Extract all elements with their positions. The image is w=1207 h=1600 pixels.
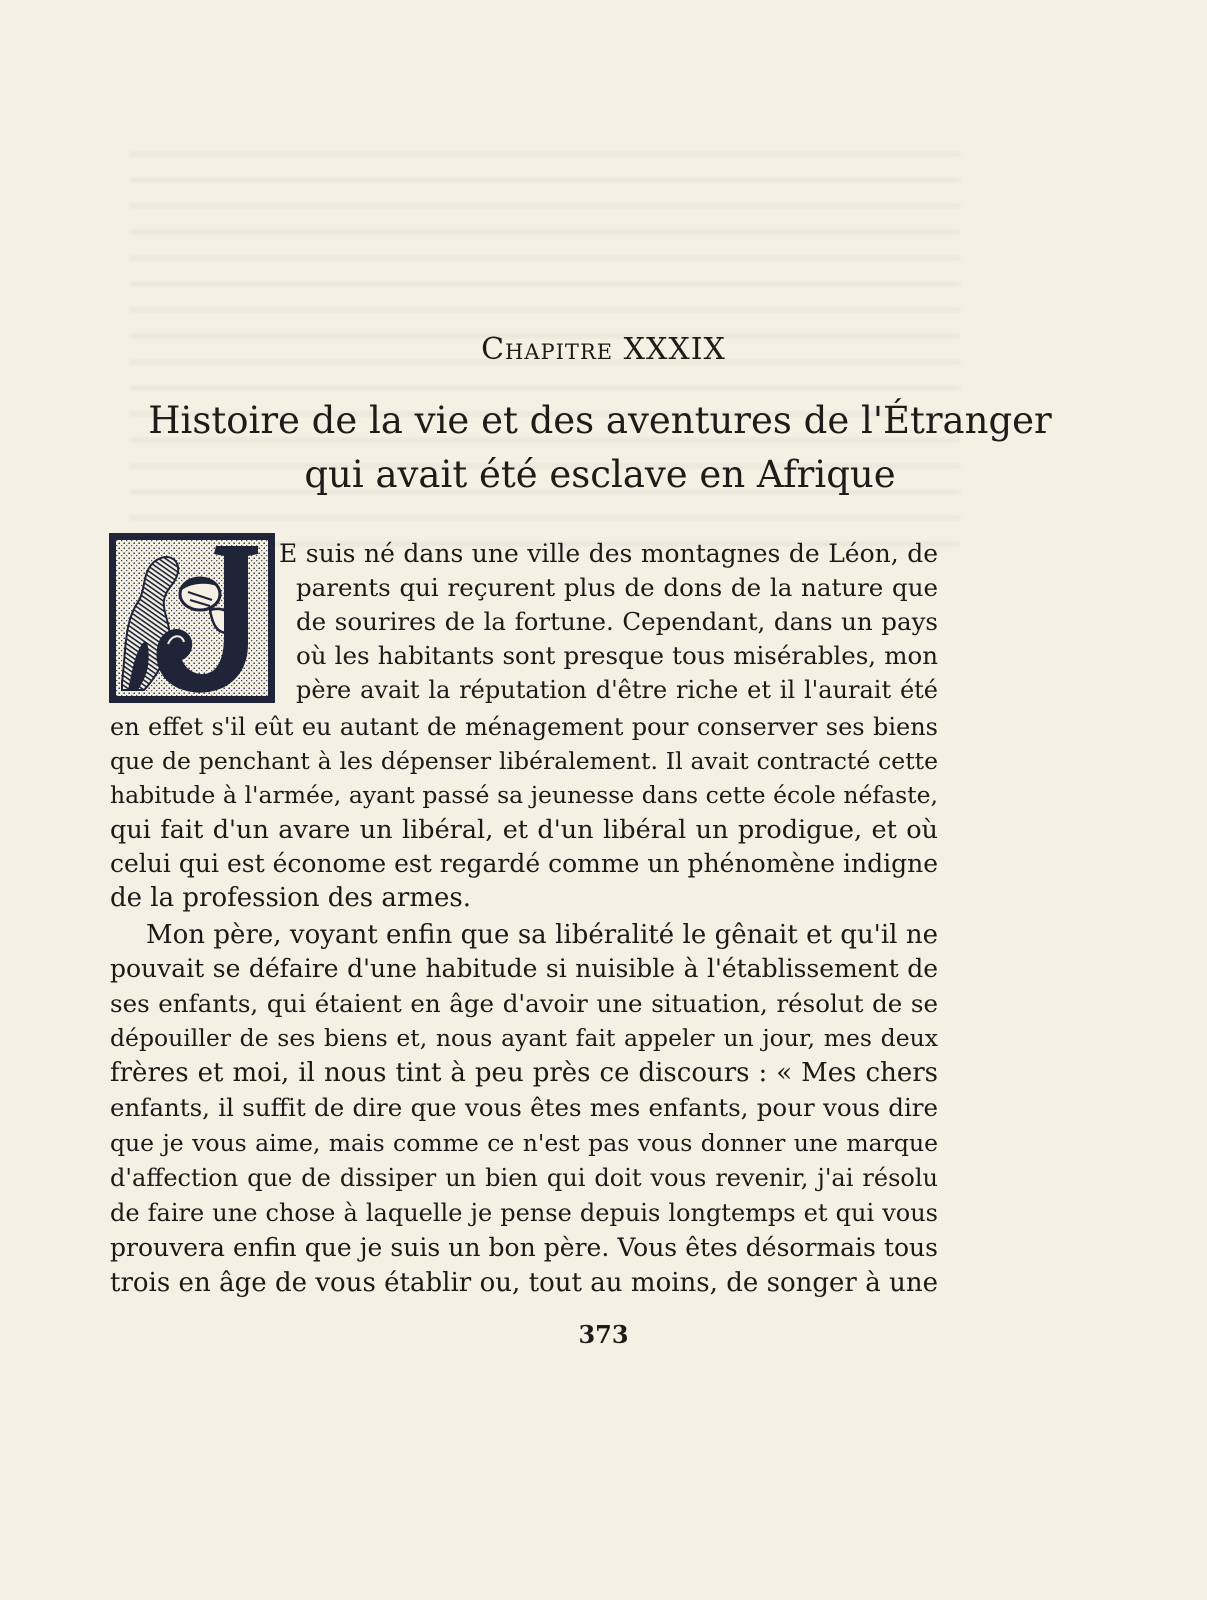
text-line: qui fait d'un avare un libéral, et d'un libéral un prodigue, et où xyxy=(110,815,938,845)
text-line: que je vous aime, mais comme ce n'est pas vous donner une marque xyxy=(110,1129,938,1157)
text-line: de la profession des armes. xyxy=(110,883,471,913)
text-line: celui qui est économe est regardé comme un phénomène indigne xyxy=(110,849,938,878)
text-line: d'affection que de dissiper un bien qui doit vous revenir, j'ai résolu xyxy=(110,1164,938,1192)
chapter-title xyxy=(100,394,1100,502)
text-line: en effet s'il eût eu autant de ménagement pour conserver ses biens xyxy=(110,713,938,741)
text-line: où les habitants sont presque tous misérables, mon xyxy=(296,641,938,670)
illustrated-drop-cap-j xyxy=(108,532,276,704)
text-line: enfants, il suffit de dire que vous êtes mes enfants, pour vous dire xyxy=(110,1093,938,1122)
text-line: de sourires de la fortune. Cependant, dans un pays xyxy=(296,607,938,636)
text-line: ses enfants, qui étaient en âge d'avoir une situation, résolut de se xyxy=(110,989,938,1018)
chapter-label: Chapitre XXXIX xyxy=(481,332,726,367)
chapter-title-line-2: qui avait été esclave en Afrique xyxy=(304,453,896,496)
text-line: parents qui reçurent plus de dons de la nature que xyxy=(296,573,938,602)
page-number: 373 xyxy=(578,1320,629,1349)
text-line: trois en âge de vous établir ou, tout au moins, de songer à une xyxy=(110,1268,938,1298)
text-line: pouvait se défaire d'une habitude si nuisible à l'établissement de xyxy=(110,954,938,983)
text-line: de faire une chose à laquelle je pense depuis longtemps et qui vous xyxy=(110,1199,938,1227)
text-line: prouvera enfin que je suis un bon père. Vous êtes désormais tous xyxy=(110,1233,938,1262)
text-line: dépouiller de ses biens et, nous ayant fait appeler un jour, mes deux xyxy=(110,1024,938,1052)
text-line: frères et moi, il nous tint à peu près ce discours : « Mes chers xyxy=(110,1058,938,1088)
text-line: que de penchant à les dépenser libéralement. Il avait contracté cette xyxy=(110,747,938,775)
chapter-title-line-1: Histoire de la vie et des aventures de l'Étranger xyxy=(148,399,1052,442)
text-line: E suis né dans une ville des montagnes de Léon, de xyxy=(279,539,938,568)
text-line: père avait la réputation d'être riche et il l'aurait été xyxy=(296,676,938,704)
text-line: Mon père, voyant enfin que sa libéralité le gênait et qu'il ne xyxy=(146,920,938,950)
text-line: habitude à l'armée, ayant passé sa jeunesse dans cette école néfaste, xyxy=(110,781,938,809)
